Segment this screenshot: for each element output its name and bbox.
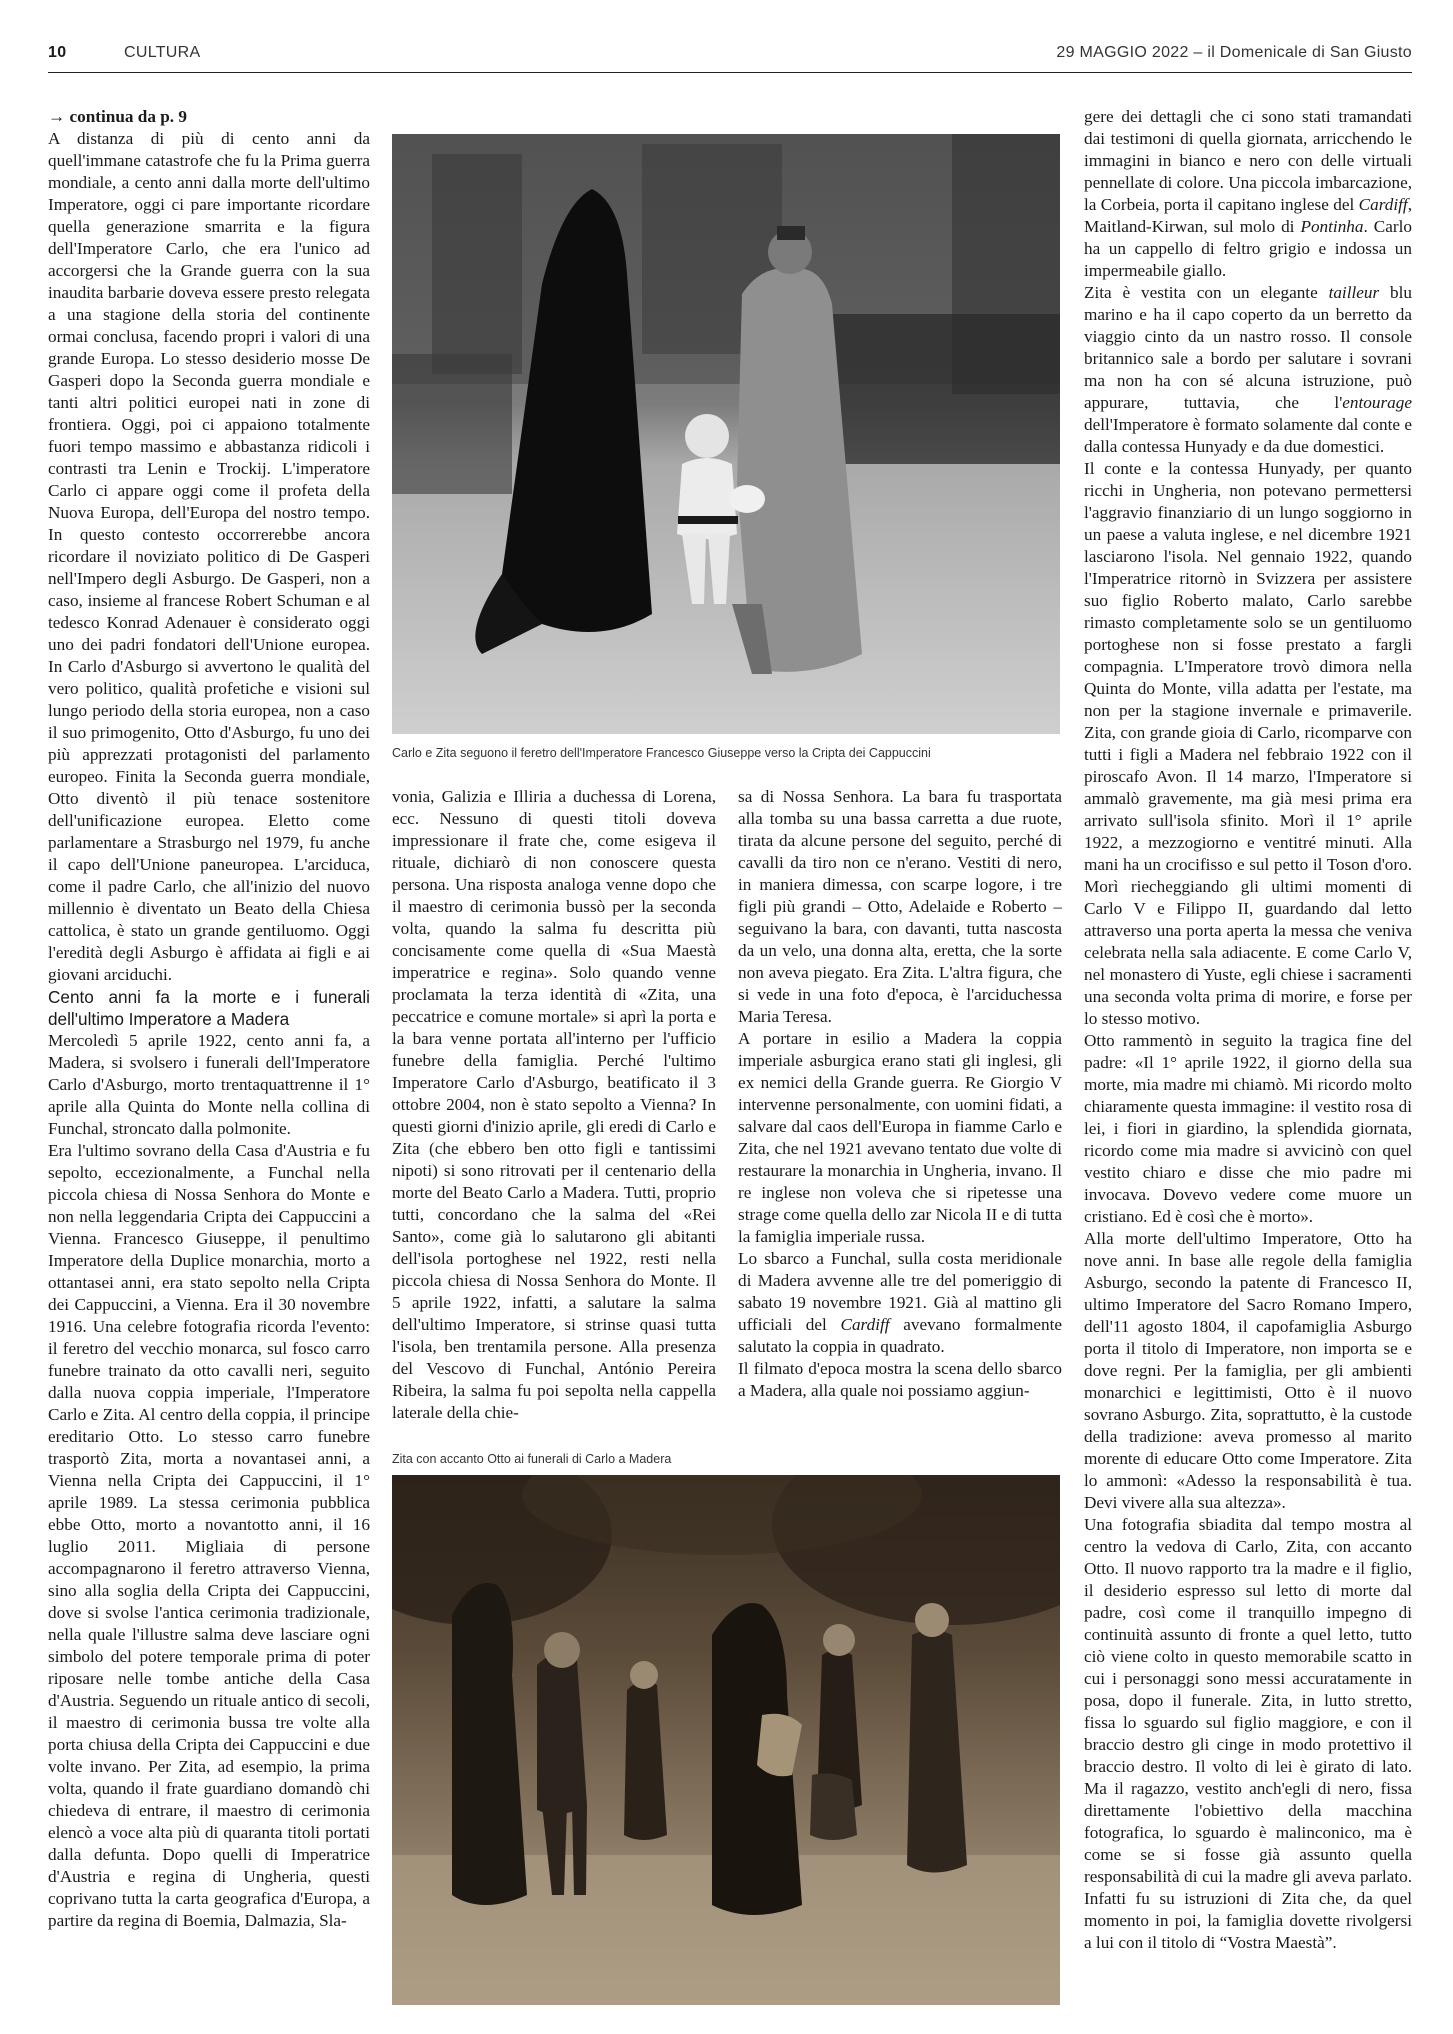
paragraph: Era l'ultimo sovrano della Casa d'Austria e fu sepolto, eccezionalmente, a Funchal nella piccola chiesa di Nossa Senhora do Monte e non nella leggendaria Cripta dei Cappuccini a Vienna. Francesco Giuseppe, il penultimo Imperatore della Duplice monarchia, morto a ottantasei anni, era stato sepolto nella Cripta dei Cappuccini, a Vienna. Era il 30 novembre 1916. Una celebre fotografia ricorda l'evento: il feretro del vecchio monarca, sul fosco carro funebre trainato da otto cavalli neri, seguito dalla nuova coppia imperiale, l'Imperatore Carlo e Zita. Al centro della coppia, il principe ereditario Otto. Lo stesso carro funebre trasportò Zita, morta a novantasei anni, a Vienna nella Cripta dei Cappuccini, il 1° aprile 1989. La stessa cerimonia pubblica ebbe Otto, morto a novantotto anni, il 16 luglio 2011. Migliaia di persone accompagnarono il feretro attraverso Vienna, sino alla soglia della Cripta dei Cappuccini, dove si svolse l'antica cerimonia tradizionale, nella quale l'illustre salma deve lasciare ogni simbolo del potere temporale prima di poter riposare nelle tombe antiche della Casa d'Austria. Seguendo un rituale antico di secoli, il maestro di cerimonia bussa tre volte alla porta chiusa della Cripta dei Cappuccini e due volte invano. Per Zita, ad esempio, la prima volta, quando il frate guardiano domandò chi chiedeva di entrare, il maestro di cerimonia elencò a voce alta più di quaranta titoli portati dalla defunta. Dopo quelli di Imperatrice d'Austria e regina di Ungheria, questi coprivano tutta la carta geografica d'Europa, a partire da regina di Boemia, Dalmazia, Sla- [48, 1141, 370, 1930]
photo-funeral-procession [392, 134, 1060, 734]
paragraph: Il filmato d'epoca mostra la scena dello sbarco a Madera, alla quale noi possiamo aggiun- [738, 1359, 1062, 1400]
column-3 [738, 786, 1062, 1442]
paragraph: A portare in esilio a Madera la coppia imperiale asburgica erano stati gli inglesi, gli ex nemici della Grande guerra. Re Giorgio V intervenne personalmente, con uomini fidati, a salvare dal caos dell'Europa in fiamme Carlo e Zita, che nel 1921 avevano tentato due volte di restaurare la monarchia in Ungheria, invano. Il re inglese non voleva che si ripetesse una strage come quella dello zar Nicola II e di tutta la famiglia imperiale russa. [738, 1029, 1062, 1246]
paragraph: Il conte e la contessa Hunyady, per quanto ricchi in Ungheria, non potevano permettersi l'aggravio finanziario di un lungo soggiorno in un paese a valuta inglese, e nel dicembre 1921 lasciarono l'isola. Nel gennaio 1922, quando l'Imperatrice ritornò in Svizzera per assistere suo figlio Roberto malato, Carlo sarebbe rimasto completamente solo se un gentiluomo portoghese non si fosse prestato a fargli compagnia. L'Imperatore trovò dimora nella Quinta do Monte, villa adatta per l'estate, ma non per la stagione invernale e primaverile. Zita, con grande gioia di Carlo, ricomparve con tutti i figli a Madera nel febbraio 1922 con il piroscafo Avon. Il 14 marzo, l'Imperatore si ammalò gravemente, ma già mesi prima era arrivato sull'isola sfinito. Morì il 1° aprile 1922, a mezzogiorno e ventitré minuti. Alla mani ha un crocifisso e sul petto il Toson d'oro. Morì riecheggiando gli ultimi momenti di Carlo V e Filippo II, guardando dal letto attraverso una porta aperta la messa che veniva celebrata nella sala adiacente. E come Carlo V, nel monastero di Yuste, egli chiese i sacramenti una seconda volta prima di morire, e forse per lo stesso motivo. [1084, 459, 1412, 1028]
paragraph: A distanza di più di cento anni da quell'immane catastrofe che fu la Prima guerra mondiale, a cento anni dalla morte dell'ultimo Imperatore, oggi ci pare importante ricordare quella generazione smarrita e la figura dell'Imperatore Carlo, che era l'unico ad accorgersi che la Grande guerra con la sua inaudita barbarie doveva essere presto relegata a una stagione della storia del continente ormai conclusa, facendo propri i valori di una grande Europa. Lo stesso desiderio mosse De Gasperi dopo la Seconda guerra mondiale e tanti altri politici europei nati in zone di frontiera. Oggi, poi ci appaiono totalmente fuori tempo massimo e abbastanza ridicoli i contrasti tra Lenin e Trockij. L'imperatore Carlo ci appare oggi come il profeta della Nuova Europa, dell'Europa del nostro tempo. In questo contesto occorrerebbe ancora ricordare il noviziato politico di De Gasperi nell'Impero degli Asburgo. De Gasperi, non a caso, insieme al francese Robert Schuman e al tedesco Konrad Adenauer è considerato oggi uno dei padri fondatori dell'Unione europea. In Carlo d'Asburgo si avvertono le qualità del vero politico, qualità profetiche e visioni sul lungo periodo della storia europea, non a caso il suo primogenito, Otto d'Asburgo, fu uno dei più apprezzati protagonisti del parlamento europeo. Finita la Seconda guerra mondiale, Otto diventò il più tenace sostenitore dell'unificazione europea. Eletto come parlamentare a Strasburgo nel 1979, fu anche il capo dell'Unione paneuropea. L'arciduca, come il padre Carlo, che all'inizio del nuovo millennio è diventato un Beato della Chiesa cattolica, è stato un grande gentiluomo. Oggi l'eredità degli Asburgo è affidata ai figli e ai giovani arciduchi. [48, 129, 370, 984]
paragraph: gere dei dettagli che ci sono stati tramandati dai testimoni di quella giornata, arricchendo le immagini in bianco e nero con delle virtuali pennellate di colore. Una piccola imbarcazione, la Corbeia, porta il capitano inglese del Cardiff, Maitland-Kirwan, sul molo di Pontinha. Carlo ha un cappello di feltro grigio e indossa un impermeabile giallo. [1084, 107, 1412, 280]
header-rule [48, 72, 1412, 73]
column-4 [1084, 106, 1412, 2006]
column-1 [48, 106, 370, 2006]
subheading: Cento anni fa la morte e i funerali dell'ultimo Imperatore a Madera [48, 987, 370, 1029]
page-number: 10 [48, 44, 67, 61]
paragraph: Lo sbarco a Funchal, sulla costa meridionale di Madera avvenne alle tre del pomeriggio di sabato 19 novembre 1921. Già al mattino gli ufficiali del Cardiff avevano formalmente salutato la coppia in quadrato. [738, 1249, 1062, 1356]
photo-zita-otto-image [392, 1475, 1060, 2005]
paragraph: vonia, Galizia e Illiria a duchessa di Lorena, ecc. Nessuno di questi titoli doveva impressionare il frate che, come esigeva il rituale, dichiarò di non conoscere questa persona. Una risposta analoga venne dopo che il maestro di cerimonia bussò per la seconda volta, quando la salma fu descritta più concisamente come quella di «Sua Maestà imperatrice e regina». Solo quando venne proclamata la terza identità di «Zita, una peccatrice e comune mortale» si aprì la porta e la bara venne portata all'interno per l'ufficio funebre della famiglia. Perché l'ultimo Imperatore Carlo d'Asburgo, beatificato il 3 ottobre 2004, non è stato sepolto a Vienna? In questi giorni d'inizio aprile, gli eredi di Carlo e Zita (che ebbero ben otto figli e tantissimi nipoti) si sono ritrovati per il centenario della morte del Beato Carlo a Madera. Tutti, proprio tutti, concordano che la salma del «Rei Santo», come già lo salutarono gli abitanti dell'isola portoghese nel 1922, resti nella piccola chiesa di Nossa Senhora do Monte. Il 5 aprile 1922, infatti, a salutare la salma dell'ultimo Imperatore, si strinse quasi tutta l'isola, ben trentamila persone. Alla presenza del Vescovo di Funchal, António Pereira Ribeira, la salma fu poi sepolta nella cappella laterale della chie- [392, 787, 716, 1422]
paragraph: Alla morte dell'ultimo Imperatore, Otto ha nove anni. In base alle regole della famiglia Asburgo, secondo la patente di Francesco II, ultimo Imperatore del Sacro Romano Impero, dell'11 agosto 1804, il capofamiglia Asburgo porta il titolo di Imperatore, non importa se e dove regni. Per la famiglia, per gli ambienti monarchici e legittimisti, Otto è il nuovo sovrano Asburgo. Zita, soprattutto, è la custode della tradizione: aveva promesso al marito morente di educare Otto come Imperatore. Zita lo ammonì: «Adesso la responsabilità è tua. Devi vivere alla sua altezza». [1084, 1229, 1412, 1512]
paragraph: sa di Nossa Senhora. La bara fu trasportata alla tomba su una bassa carretta a due ruote, tirata da alcune persone del seguito, perché di cavalli da tiro non ce n'erano. Vestiti di nero, in maniera dimessa, con scarpe logore, i tre figli più grandi – Otto, Adelaide e Roberto – seguivano la bara, con davanti, tutta nascosta da un velo, una donna alta, eretta, che la sorte non aveva piegato. Era Zita. L'altra figura, che si vede in una foto d'epoca, è l'arciduchessa Maria Teresa. [738, 787, 1062, 1026]
paragraph: Zita è vestita con un elegante tailleur blu marino e ha il capo coperto da un berretto da viaggio cinto da un nastro rosso. Il console britannico sale a bordo per salutare i sovrani ma non ha con sé alcuna istruzione, può appurare, tuttavia, che l'entourage dell'Imperatore è formato solamente dal conte e dalla contessa Hunyady e da due domestici. [1084, 283, 1412, 456]
photo-funeral-procession-image [392, 134, 1060, 734]
photo-caption: Zita con accanto Otto ai funerali di Carlo a Madera [392, 1452, 672, 1466]
paragraph: Mercoledì 5 aprile 1922, cento anni fa, a Madera, si svolsero i funerali dell'Imperatore Carlo d'Asburgo, morto trentaquattrenne il 1° aprile alla Quinta do Monte nella collina di Funchal, stroncato dalla polmonite. [48, 1031, 370, 1138]
column-2 [392, 786, 716, 1442]
paragraph: Otto rammentò in seguito la tragica fine del padre: «Il 1° aprile 1922, il giorno della sua morte, mia madre mi chiamò. Mi ricordo molto chiaramente questa immagine: il vestito rosa di lei, i fiori in giardino, la splendida giornata, ricordo come mia madre si avvicinò con quel vestito chiaro e disse che mio padre mi invocava. Dovevo vedere come muore un cristiano. Ed è così che è morto». [1084, 1031, 1412, 1226]
photo-zita-otto [392, 1475, 1060, 2005]
photo-caption: Carlo e Zita seguono il feretro dell'Imperatore Francesco Giuseppe verso la Cripta dei Cappuccini [392, 746, 931, 760]
dateline: 29 MAGGIO 2022 – il Domenicale di San Giusto [1056, 44, 1412, 61]
continued-from: → continua da p. 9 [48, 107, 187, 126]
section-label: CULTURA [124, 44, 201, 61]
paragraph: Una fotografia sbiadita dal tempo mostra al centro la vedova di Carlo, Zita, con accanto Otto. Il nuovo rapporto tra la madre e il figlio, il desiderio espresso sul letto di morte dal padre, così come il tranquillo impegno di continuità assunto di fronte a quel letto, tutto ciò viene colto in questo memorabile scatto in cui i personaggi sono messi accuratamente in posa, dopo il funerale. Zita, in lutto stretto, fissa lo sguardo sul figlio maggiore, e con il braccio destro gli cinge in modo protettivo il braccio destro. Il volto di lei è girato di lato. Ma il ragazzo, vestito anch'egli di nero, fissa direttamente l'obiettivo della macchina fotografica, lo sguardo è malinconico, ma è come se si fosse già assunto quella responsabilità di cui la madre gli aveva parlato. Infatti fu su istruzioni di Zita che, da quel momento in poi, la famiglia dovette rivolgersi a lui con il titolo di “Vostra Maestà”. [1084, 1515, 1412, 1952]
